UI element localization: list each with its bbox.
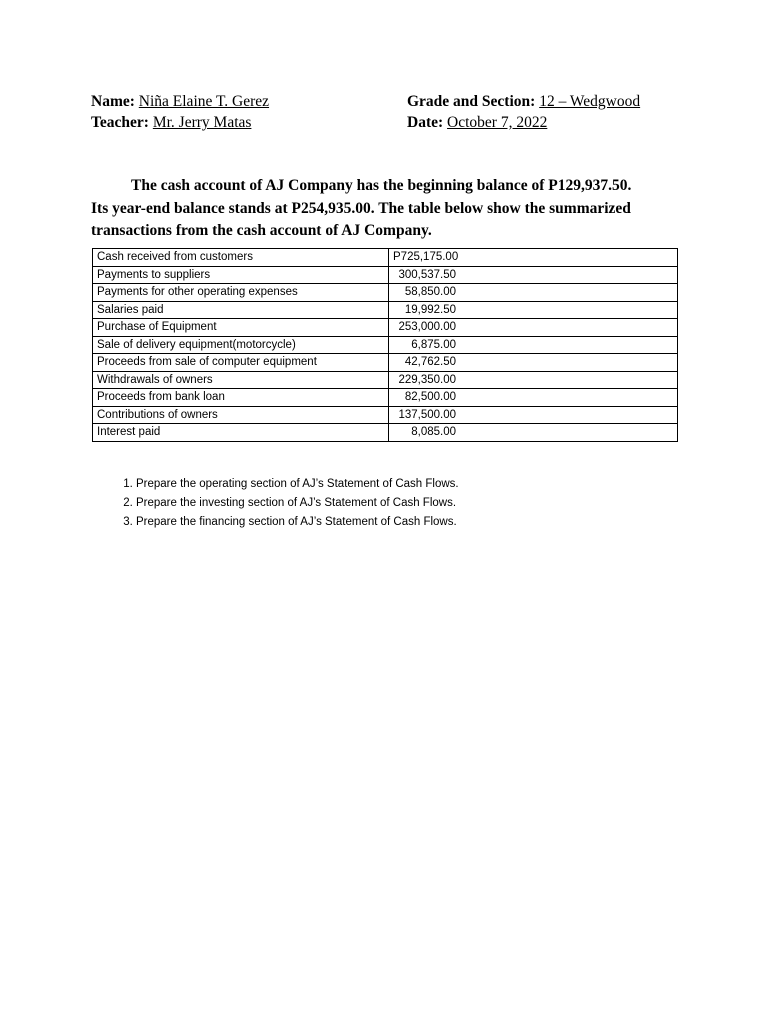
date-label: Date: [407, 114, 444, 131]
grade-label: Grade and Section: [407, 93, 536, 110]
list-item: 3. Prepare the financing section of AJ’s Statement of Cash Flows. [136, 513, 459, 532]
transaction-label: Cash received from customers [93, 249, 389, 267]
name-value: Niña Elaine T. Gerez [138, 93, 270, 110]
transaction-label: Salaries paid [93, 301, 389, 319]
transaction-label: Purchase of Equipment [93, 319, 389, 337]
grade-value: 12 – Wedgwood [539, 93, 641, 110]
header-row-2 [91, 113, 691, 134]
transaction-amount: 19,992.50 [389, 301, 678, 319]
table-row [93, 301, 678, 319]
teacher-label: Teacher: [91, 114, 149, 131]
name-field [91, 92, 269, 112]
list-item: 2. Prepare the investing section of AJ’s Statement of Cash Flows. [136, 494, 459, 513]
transaction-amount: 300,537.50 [389, 266, 678, 284]
task-list [96, 475, 459, 532]
transaction-amount: 137,500.00 [389, 406, 678, 424]
transaction-label: Proceeds from bank loan [93, 389, 389, 407]
transaction-label: Payments for other operating expenses [93, 284, 389, 302]
name-label: Name: [91, 93, 135, 110]
table-row [93, 266, 678, 284]
teacher-field [91, 113, 251, 133]
list-item: 1. Prepare the operating section of AJ’s Statement of Cash Flows. [136, 475, 459, 494]
intro-line-2: Its year-end balance stands at P254,935.00. The table below show the summarized [91, 199, 631, 217]
transaction-amount: 6,875.00 [389, 336, 678, 354]
date-field [407, 113, 547, 133]
table-row [93, 371, 678, 389]
transaction-label: Sale of delivery equipment(motorcycle) [93, 336, 389, 354]
transaction-amount: 42,762.50 [389, 354, 678, 372]
transaction-label: Proceeds from sale of computer equipment [93, 354, 389, 372]
transaction-amount: 58,850.00 [389, 284, 678, 302]
table-row [93, 406, 678, 424]
transaction-label: Interest paid [93, 424, 389, 442]
transaction-amount: 229,350.00 [389, 371, 678, 389]
transaction-amount: 8,085.00 [389, 424, 678, 442]
transactions-table [92, 248, 678, 442]
table-row [93, 336, 678, 354]
student-header [91, 92, 691, 134]
table-row [93, 284, 678, 302]
table-row [93, 389, 678, 407]
transaction-label: Contributions of owners [93, 406, 389, 424]
transaction-label: Payments to suppliers [93, 266, 389, 284]
intro-line-1: The cash account of AJ Company has the beginning balance of P129,937.50. [131, 177, 632, 194]
table-row [93, 354, 678, 372]
intro-paragraph [91, 175, 681, 243]
transaction-amount: 82,500.00 [389, 389, 678, 407]
transaction-amount: 253,000.00 [389, 319, 678, 337]
teacher-value: Mr. Jerry Matas [152, 114, 252, 131]
table-row [93, 319, 678, 337]
table-row [93, 424, 678, 442]
transaction-label: Withdrawals of owners [93, 371, 389, 389]
table-row [93, 249, 678, 267]
grade-field [407, 92, 640, 112]
date-value: October 7, 2022 [447, 114, 548, 131]
transaction-amount: P725,175.00 [389, 249, 678, 267]
intro-line-3: transactions from the cash account of AJ Company. [91, 222, 432, 239]
header-row-1 [91, 92, 691, 113]
